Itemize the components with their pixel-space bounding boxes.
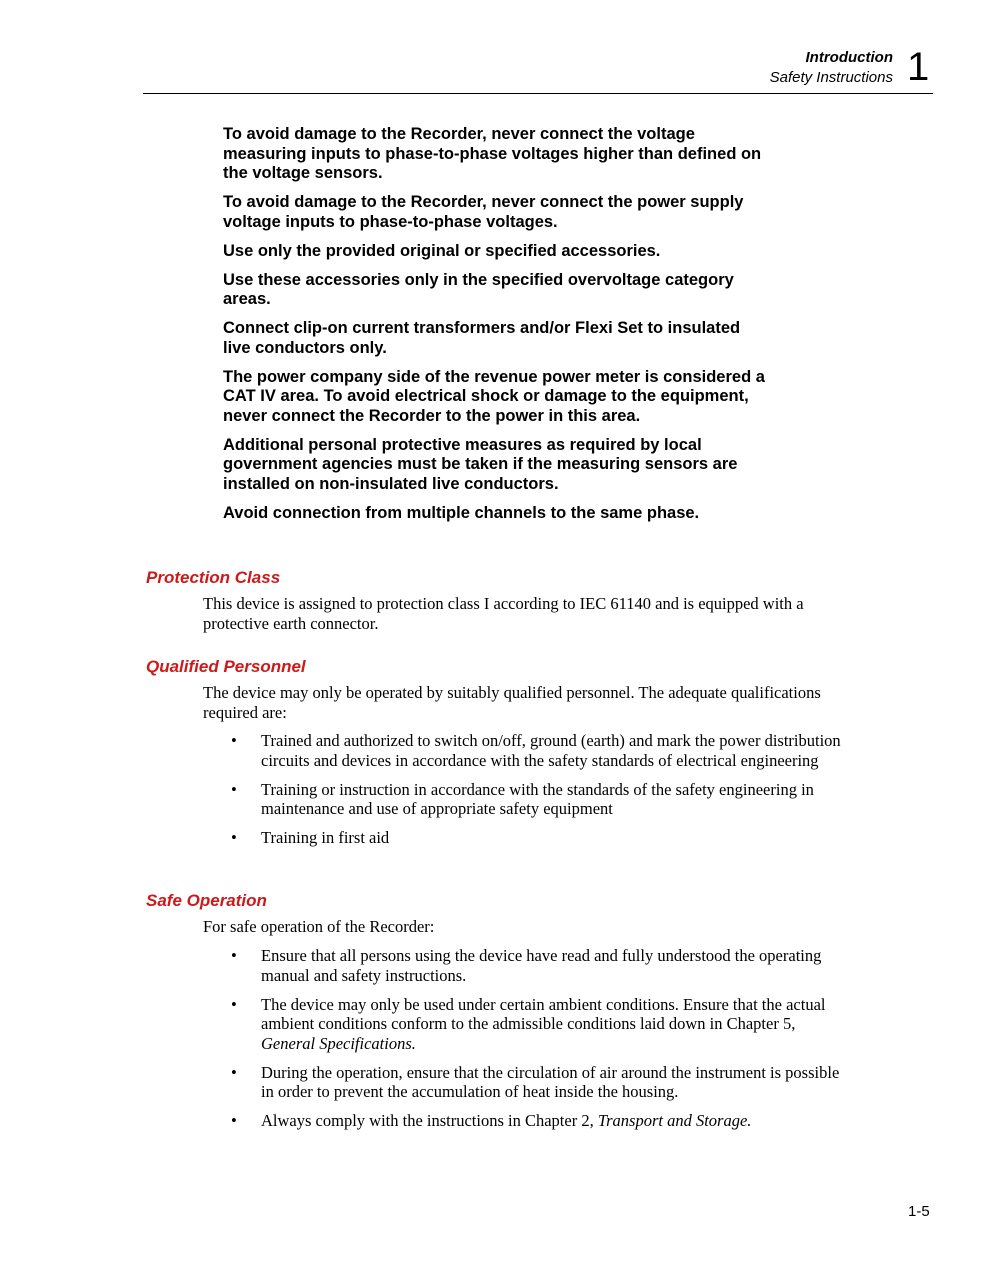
section-body: For safe operation of the Recorder: xyxy=(203,917,435,936)
page-header xyxy=(0,0,989,100)
warning-item: Connect clip-on current transformers and/or Flexi Set to insulated live conductors only. xyxy=(223,319,741,357)
list-item xyxy=(203,731,848,770)
list-item xyxy=(203,995,848,1054)
chapter-reference: Transport and Storage. xyxy=(597,1111,752,1130)
warning-list xyxy=(223,125,768,533)
warning-item: The power company side of the revenue power meter is considered a CAT IV area. To avoid electrical shock or damage to the equipment, never connect the Recorder to the power in this area. xyxy=(223,367,765,425)
warning-item: Additional personal protective measures as required by local government agencies must be taken if the measuring sensors are installed on non-insulated live conductors. xyxy=(223,435,738,493)
bullet-icon: • xyxy=(231,994,237,1014)
list-item-text: Ensure that all persons using the device have read and fully understood the operating manual and safety instructions. xyxy=(261,946,822,985)
warning-item: To avoid damage to the Recorder, never connect the voltage measuring inputs to phase-to-phase voltages higher than defined on the voltage sensors. xyxy=(223,125,762,182)
section-title: Qualified Personnel xyxy=(146,657,306,676)
bullet-icon: • xyxy=(231,946,237,965)
list-item-text: Training or instruction in accordance with the standards of the safety engineering in maintenance and use of appropriate safety equipment xyxy=(261,779,814,818)
bullet-icon: • xyxy=(231,779,237,799)
header-subtitle: Safety Instructions xyxy=(769,69,893,86)
bullet-icon: • xyxy=(231,1111,237,1130)
list-item xyxy=(203,780,848,819)
list-item-text: Training in first aid xyxy=(261,828,390,847)
list-item xyxy=(203,1063,848,1102)
header-title: Introduction xyxy=(805,49,893,66)
list-item xyxy=(203,946,848,985)
list-item xyxy=(203,828,848,848)
bullet-icon: • xyxy=(231,731,237,750)
chapter-number: 1 xyxy=(907,45,930,89)
safe-operation-list xyxy=(203,946,848,1140)
warning-item: Use only the provided original or specified accessories. xyxy=(223,241,661,260)
list-item xyxy=(203,1111,848,1131)
section-title: Safe Operation xyxy=(146,891,267,910)
list-item-text: The device may only be used under certain ambient conditions. Ensure that the actual ambient conditions conform to the admissible conditions laid down in Chapter 5, xyxy=(261,994,826,1033)
section-title: Protection Class xyxy=(146,568,281,587)
warning-item: Avoid connection from multiple channels to the same phase. xyxy=(223,503,700,522)
warning-item: Use these accessories only in the specified overvoltage category areas. xyxy=(223,270,734,308)
chapter-reference: General Specifications. xyxy=(261,1033,416,1053)
header-rule xyxy=(143,93,933,94)
list-item-text: During the operation, ensure that the circulation of air around the instrument is possible in order to prevent the accumulation of heat inside the housing. xyxy=(261,1062,840,1101)
section-body: This device is assigned to protection class I according to IEC 61140 and is equipped with a protective earth connector. xyxy=(203,594,804,633)
section-body: The device may only be operated by suitably qualified personnel. The adequate qualifications required are: xyxy=(203,683,821,722)
page-number: 1-5 xyxy=(908,1203,930,1220)
warning-item: To avoid damage to the Recorder, never connect the power supply voltage inputs to phase-to-phase voltages. xyxy=(223,193,744,231)
list-item-text: Always comply with the instructions in Chapter 2, xyxy=(261,1111,598,1130)
qualification-list xyxy=(203,731,848,857)
bullet-icon: • xyxy=(231,828,237,847)
bullet-icon: • xyxy=(231,1062,237,1082)
list-item-text: Trained and authorized to switch on/off, ground (earth) and mark the power distribution circuits and devices in accordance with the safety standards of electrical engineering xyxy=(261,731,841,770)
